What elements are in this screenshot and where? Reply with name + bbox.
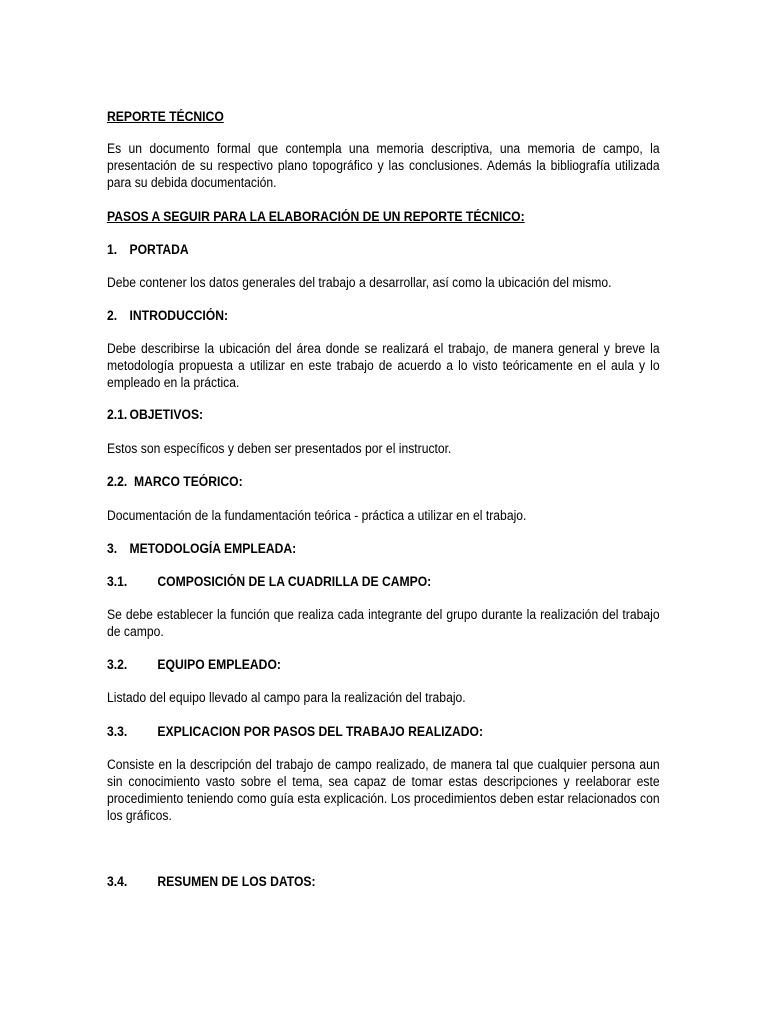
section-number: 3.4. xyxy=(107,874,128,889)
section-body-cuadrilla: Se debe establecer la función que realiza cada integrante del grupo durante la realización del trabajo de campo. xyxy=(107,607,660,639)
section-heading-introduccion xyxy=(107,307,660,324)
section-number: 2.1. xyxy=(107,407,128,422)
steps-heading: PASOS A SEGUIR PARA LA ELABORACIÓN DE UN REPORTE TÉCNICO: xyxy=(107,209,525,224)
section-heading-metodologia xyxy=(107,540,660,557)
section-heading-marco xyxy=(107,473,660,490)
section-heading-cuadrilla xyxy=(107,573,660,590)
section-number: 3.2. xyxy=(107,657,128,672)
section-body-marco: Documentación de la fundamentación teórica - práctica a utilizar en el trabajo. xyxy=(107,508,527,523)
section-number: 1. xyxy=(107,242,118,257)
section-title: PORTADA xyxy=(129,242,189,257)
section-title: INTRODUCCIÓN: xyxy=(129,308,229,323)
section-number: 3.1. xyxy=(107,574,128,589)
section-title: RESUMEN DE LOS DATOS: xyxy=(157,874,316,889)
document-title: REPORTE TÉCNICO xyxy=(107,109,224,124)
section-number: 2. xyxy=(107,308,118,323)
section-number: 3.3. xyxy=(107,724,128,739)
intro-paragraph: Es un documento formal que contempla una memoria descriptiva, una memoria de campo, la presentación de su respectivo plano topográfico y las conclusiones. Además la bibliografía utilizada para su debida documentación. xyxy=(107,141,660,190)
section-body-introduccion: Debe describirse la ubicación del área donde se realizará el trabajo, de manera general y breve la metodología propuesta a utilizar en este trabajo de acuerdo a lo visto teóricamente en el aula y lo empleado en la práctica. xyxy=(107,341,660,390)
section-title: MARCO TEÓRICO: xyxy=(134,474,243,489)
section-title: METODOLOGÍA EMPLEADA: xyxy=(129,541,297,556)
section-body-equipo: Listado del equipo llevado al campo para la realización del trabajo. xyxy=(107,690,466,705)
section-body-portada: Debe contener los datos generales del trabajo a desarrollar, así como la ubicación del mismo. xyxy=(107,275,612,290)
section-title: OBJETIVOS: xyxy=(129,407,204,422)
section-heading-resumen xyxy=(107,873,660,890)
section-number: 3. xyxy=(107,541,118,556)
section-number: 2.2. xyxy=(107,474,128,489)
section-heading-explicacion xyxy=(107,723,660,740)
section-heading-portada xyxy=(107,241,660,258)
section-heading-objetivos xyxy=(107,406,660,423)
section-title: EQUIPO EMPLEADO: xyxy=(157,657,281,672)
section-heading-equipo xyxy=(107,656,660,673)
section-body-objetivos: Estos son específicos y deben ser presentados por el instructor. xyxy=(107,441,452,456)
section-title: EXPLICACION POR PASOS DEL TRABAJO REALIZADO: xyxy=(157,724,484,739)
section-title: COMPOSICIÓN DE LA CUADRILLA DE CAMPO: xyxy=(157,574,432,589)
section-body-explicacion: Consiste en la descripción del trabajo de campo realizado, de manera tal que cualquier persona aun sin conocimiento vasto sobre el tema, sea capaz de tomar estas descripciones y reelaborar este procedimiento teniendo como guía esta explicación. Los procedimientos deben estar relacionados con los gráficos. xyxy=(107,757,660,823)
